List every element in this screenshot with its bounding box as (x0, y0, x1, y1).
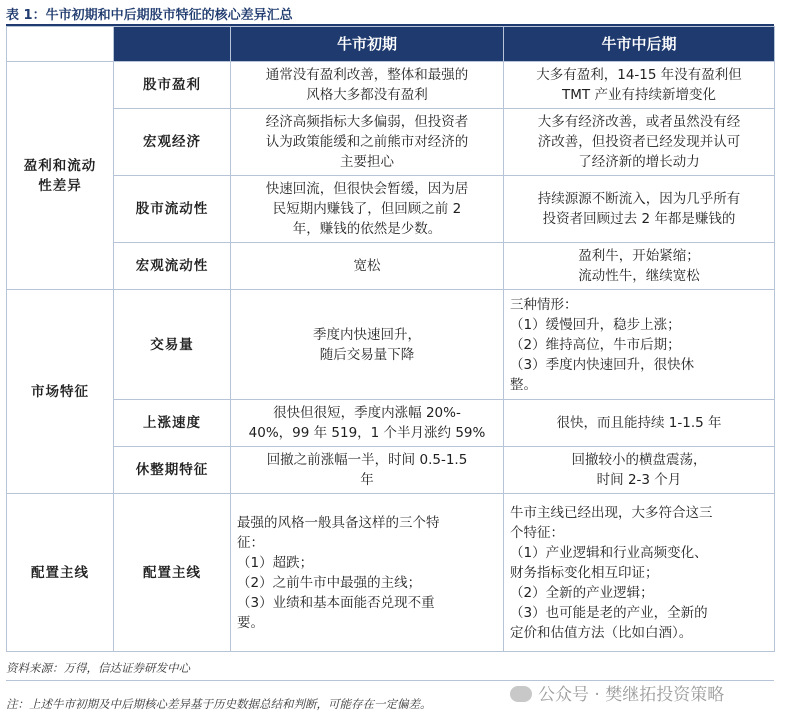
early-cell (231, 400, 504, 447)
cell-line: 很快但很短，季度内涨幅 20%- (273, 405, 461, 421)
cell-line: 宽松 (353, 258, 381, 274)
late-cell (504, 400, 775, 447)
watermark-text: 公众号 · 樊继拓投资策略 (538, 685, 725, 705)
group-name: 市场特征 (31, 383, 89, 400)
header-empty-cell-2 (114, 27, 231, 62)
group-label (7, 494, 114, 652)
cell-line: 很快，而且能持续 1-1.5 年 (556, 415, 722, 431)
cell-line: 盈利牛，开始紧缩； (578, 248, 700, 264)
group-label (7, 290, 114, 494)
row-label: 股市盈利 (114, 62, 231, 109)
table-row (7, 176, 775, 243)
cell-line: 40%，99 年 519，1 个半月涨约 59% (248, 425, 486, 441)
cell-line: 季度内快速回升， (313, 326, 421, 343)
late-cell (504, 109, 775, 176)
table-caption: 表 1：牛市初期和中后期股市特征的核心差异汇总 (6, 8, 293, 23)
row-label: 股市流动性 (114, 176, 231, 243)
late-cell (504, 243, 775, 290)
early-cell (231, 290, 504, 400)
late-cell (504, 62, 775, 109)
cell-line: 财务指标变化相互印证； (510, 564, 659, 581)
early-cell (231, 176, 504, 243)
cell-line: 投资者回顾过去 2 年都是赚钱的 (542, 211, 736, 227)
cell-line: 整。 (510, 376, 537, 393)
table-header-row (7, 27, 775, 62)
cell-line: 认为政策能缓和之前熊市对经济的 (265, 134, 469, 150)
early-cell (231, 62, 504, 109)
cell-line: （1）产业逻辑和行业高频变化、 (510, 544, 708, 561)
cell-line: 持续源源不断流入，因为几乎所有 (537, 191, 741, 207)
cell-line: 大多有盈利，14-15 年没有盈利但 (536, 67, 742, 83)
late-cell (504, 494, 775, 652)
cell-line: 定价和估值方法（比如白酒）。 (510, 624, 693, 641)
cell-line: 流动性牛，继续宽松 (578, 268, 700, 284)
table-row (7, 400, 775, 447)
cell-line: （2）维持高位，牛市后期； (510, 336, 681, 353)
early-cell (231, 243, 504, 290)
row-label: 宏观经济 (114, 109, 231, 176)
cell-line: （3）业绩和基本面能否兑现不重 (237, 594, 435, 611)
table-row (7, 243, 775, 290)
header-early-bull: 牛市初期 (231, 27, 504, 62)
cell-line: 征： (237, 534, 264, 551)
cell-line: 最强的风格一般具备这样的三个特 (237, 514, 440, 531)
table-row (7, 109, 775, 176)
group-name: 配置主线 (31, 564, 89, 581)
late-cell (504, 176, 775, 243)
table-row (7, 494, 775, 652)
cell-line: （2）之前牛市中最强的主线； (237, 574, 422, 591)
cell-line: 了经济新的增长动力 (578, 154, 700, 170)
cell-line: 年 (360, 472, 374, 488)
cell-line: 要。 (237, 614, 264, 631)
table-row (7, 447, 775, 494)
cell-line: 主要担心 (340, 154, 394, 170)
late-cell (504, 447, 775, 494)
cell-line: 快速回流，但很快会暂缓，因为居 (265, 181, 469, 197)
wechat-icon (510, 686, 532, 702)
table-row (7, 62, 775, 109)
cell-line: 随后交易量下降 (319, 346, 415, 363)
cell-line: （2）全新的产业逻辑； (510, 584, 654, 601)
table-row (7, 290, 775, 400)
cell-line: 大多有经济改善，或者虽然没有经 (537, 114, 741, 130)
group-label (7, 62, 114, 290)
late-cell (504, 290, 775, 400)
cell-line: TMT 产业有持续新增变化 (562, 87, 716, 103)
cell-line: 经济高频指标大多偏弱，但投资者 (265, 114, 469, 130)
row-label: 上涨速度 (114, 400, 231, 447)
header-empty-cell (7, 27, 114, 62)
early-cell (231, 109, 504, 176)
comparison-table (6, 26, 775, 652)
cell-line: （1）缓慢回升，稳步上涨； (510, 316, 681, 333)
source-note: 资料来源：万得，信达证券研发中心 (6, 661, 190, 675)
early-cell (231, 494, 504, 652)
cell-line: （3）也可能是老的产业，全新的 (510, 604, 708, 621)
cell-line: 济改善，但投资者已经发现并认可 (537, 134, 741, 150)
cell-line: 三种情形： (510, 296, 578, 313)
cell-line: （3）季度内快速回升，很快休 (510, 356, 695, 373)
cell-line: （1）超跌； (237, 554, 314, 571)
cell-line: 牛市主线已经出现，大多符合这三 (510, 504, 713, 521)
row-label: 休整期特征 (114, 447, 231, 494)
cell-line: 民短期内赚钱了，但回顾之前 2 (272, 201, 462, 217)
group-name: 盈利和流动性差异 (23, 157, 97, 194)
row-label: 宏观流动性 (114, 243, 231, 290)
cell-line: 个特征： (510, 524, 564, 541)
header-late-bull: 牛市中后期 (504, 27, 775, 62)
early-cell (231, 447, 504, 494)
row-label: 交易量 (114, 290, 231, 400)
footnote: 注：上述牛市初期及中后期核心差异基于历史数据总结和判断，可能存在一定偏差。 (6, 697, 432, 711)
cell-line: 风格大多都没有盈利 (306, 87, 428, 103)
cell-line: 回撤较小的横盘震荡， (571, 452, 707, 468)
cell-line: 年，赚钱的依然是少数。 (292, 221, 442, 237)
row-label: 配置主线 (114, 494, 231, 652)
cell-line: 回撤之前涨幅一半，时间 0.5-1.5 (266, 452, 468, 468)
cell-line: 通常没有盈利改善，整体和最强的 (265, 67, 469, 83)
cell-line: 时间 2-3 个月 (596, 472, 682, 488)
watermark (510, 680, 724, 705)
